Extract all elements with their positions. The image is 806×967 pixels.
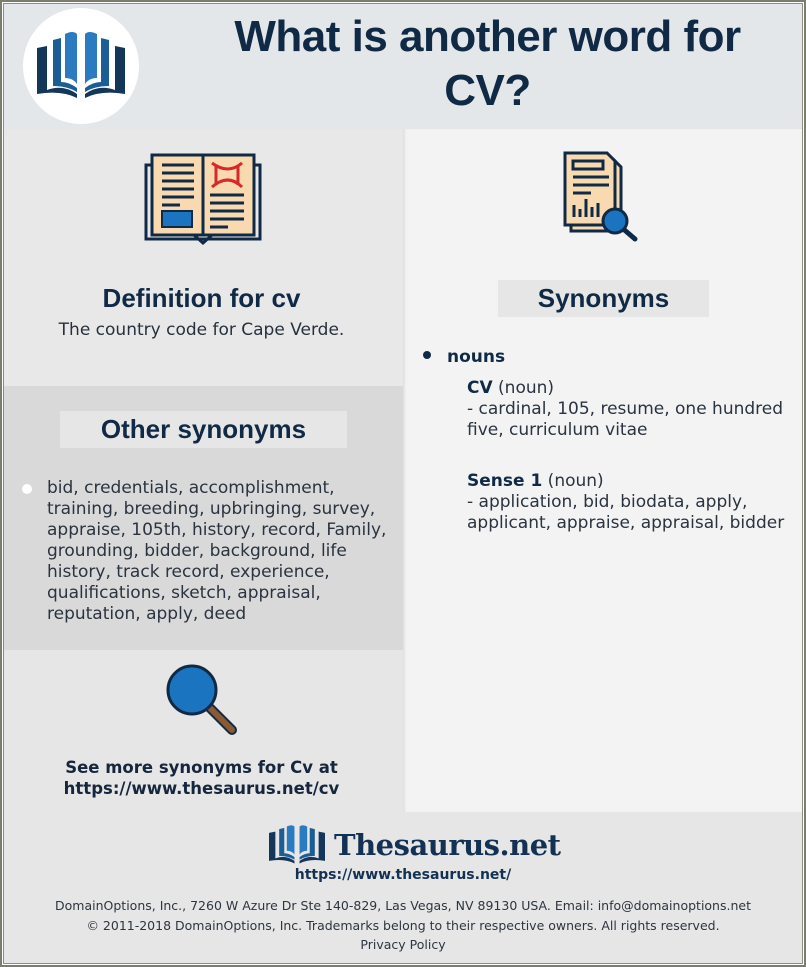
open-book-icon — [144, 151, 262, 245]
other-synonyms-title: Other synonyms — [60, 411, 347, 448]
sense-entry — [467, 471, 787, 534]
footer-brand[interactable] — [266, 824, 561, 866]
document-search-icon — [561, 151, 643, 243]
site-logo[interactable] — [23, 8, 139, 124]
page-title: What is another word for CV? — [234, 12, 741, 115]
synonyms-column — [403, 129, 804, 812]
definition-text: The country code for Cape Verde. — [58, 320, 345, 340]
privacy-policy-link[interactable]: Privacy Policy — [360, 937, 446, 952]
sense-pos: (noun) — [542, 471, 604, 491]
footer — [0, 812, 806, 967]
sense-entry — [467, 378, 787, 441]
synonyms-title: Synonyms — [498, 280, 709, 317]
sense-head: CV — [467, 378, 493, 398]
left-column — [0, 129, 403, 813]
other-synonyms-list: bid, credentials, accomplishment, training, breeding, upbringing, survey, appraise, 105th, history, record, Family, grounding, bidder, background, life history, track record, experience, qualifications, sketch, appraisal, reputation, apply, deed — [47, 478, 387, 624]
footer-url[interactable]: https://www.thesaurus.net/ — [294, 867, 512, 883]
thesaurus-logo-icon — [266, 824, 328, 866]
sense-pos: (noun) — [492, 378, 555, 398]
magnifier-icon — [166, 664, 240, 738]
footer-address: DomainOptions, Inc., 7260 W Azure Dr Ste 140-829, Las Vegas, NV 89130 USA. Email: info@domainoptions.net — [55, 898, 751, 913]
sense-words: - application, bid, biodata, apply, applicant, appraise, appraisal, bidder — [467, 492, 785, 533]
definition-section — [0, 129, 403, 386]
see-more-line1: See more synonyms for Cv at — [65, 758, 338, 777]
bullet-icon — [423, 351, 431, 359]
header — [0, 0, 806, 129]
sense-head: Sense 1 — [467, 471, 543, 491]
part-of-speech-label: nouns — [447, 347, 506, 367]
other-synonyms-section — [0, 386, 403, 650]
see-more-url[interactable]: https://www.thesaurus.net/cv — [63, 779, 340, 798]
see-more-section — [0, 650, 403, 813]
sense-words: - cardinal, 105, resume, one hundred five, curriculum vitae — [467, 399, 784, 440]
see-more-link[interactable] — [0, 757, 403, 799]
definition-title: Definition for cv — [102, 283, 301, 313]
brand-name: Thesaurus.net — [334, 828, 561, 862]
open-book-logo-icon — [33, 28, 129, 104]
bullet-icon — [22, 484, 32, 494]
footer-copyright: © 2011-2018 DomainOptions, Inc. Trademarks belong to their respective owners. All rights reserved. — [86, 918, 720, 933]
